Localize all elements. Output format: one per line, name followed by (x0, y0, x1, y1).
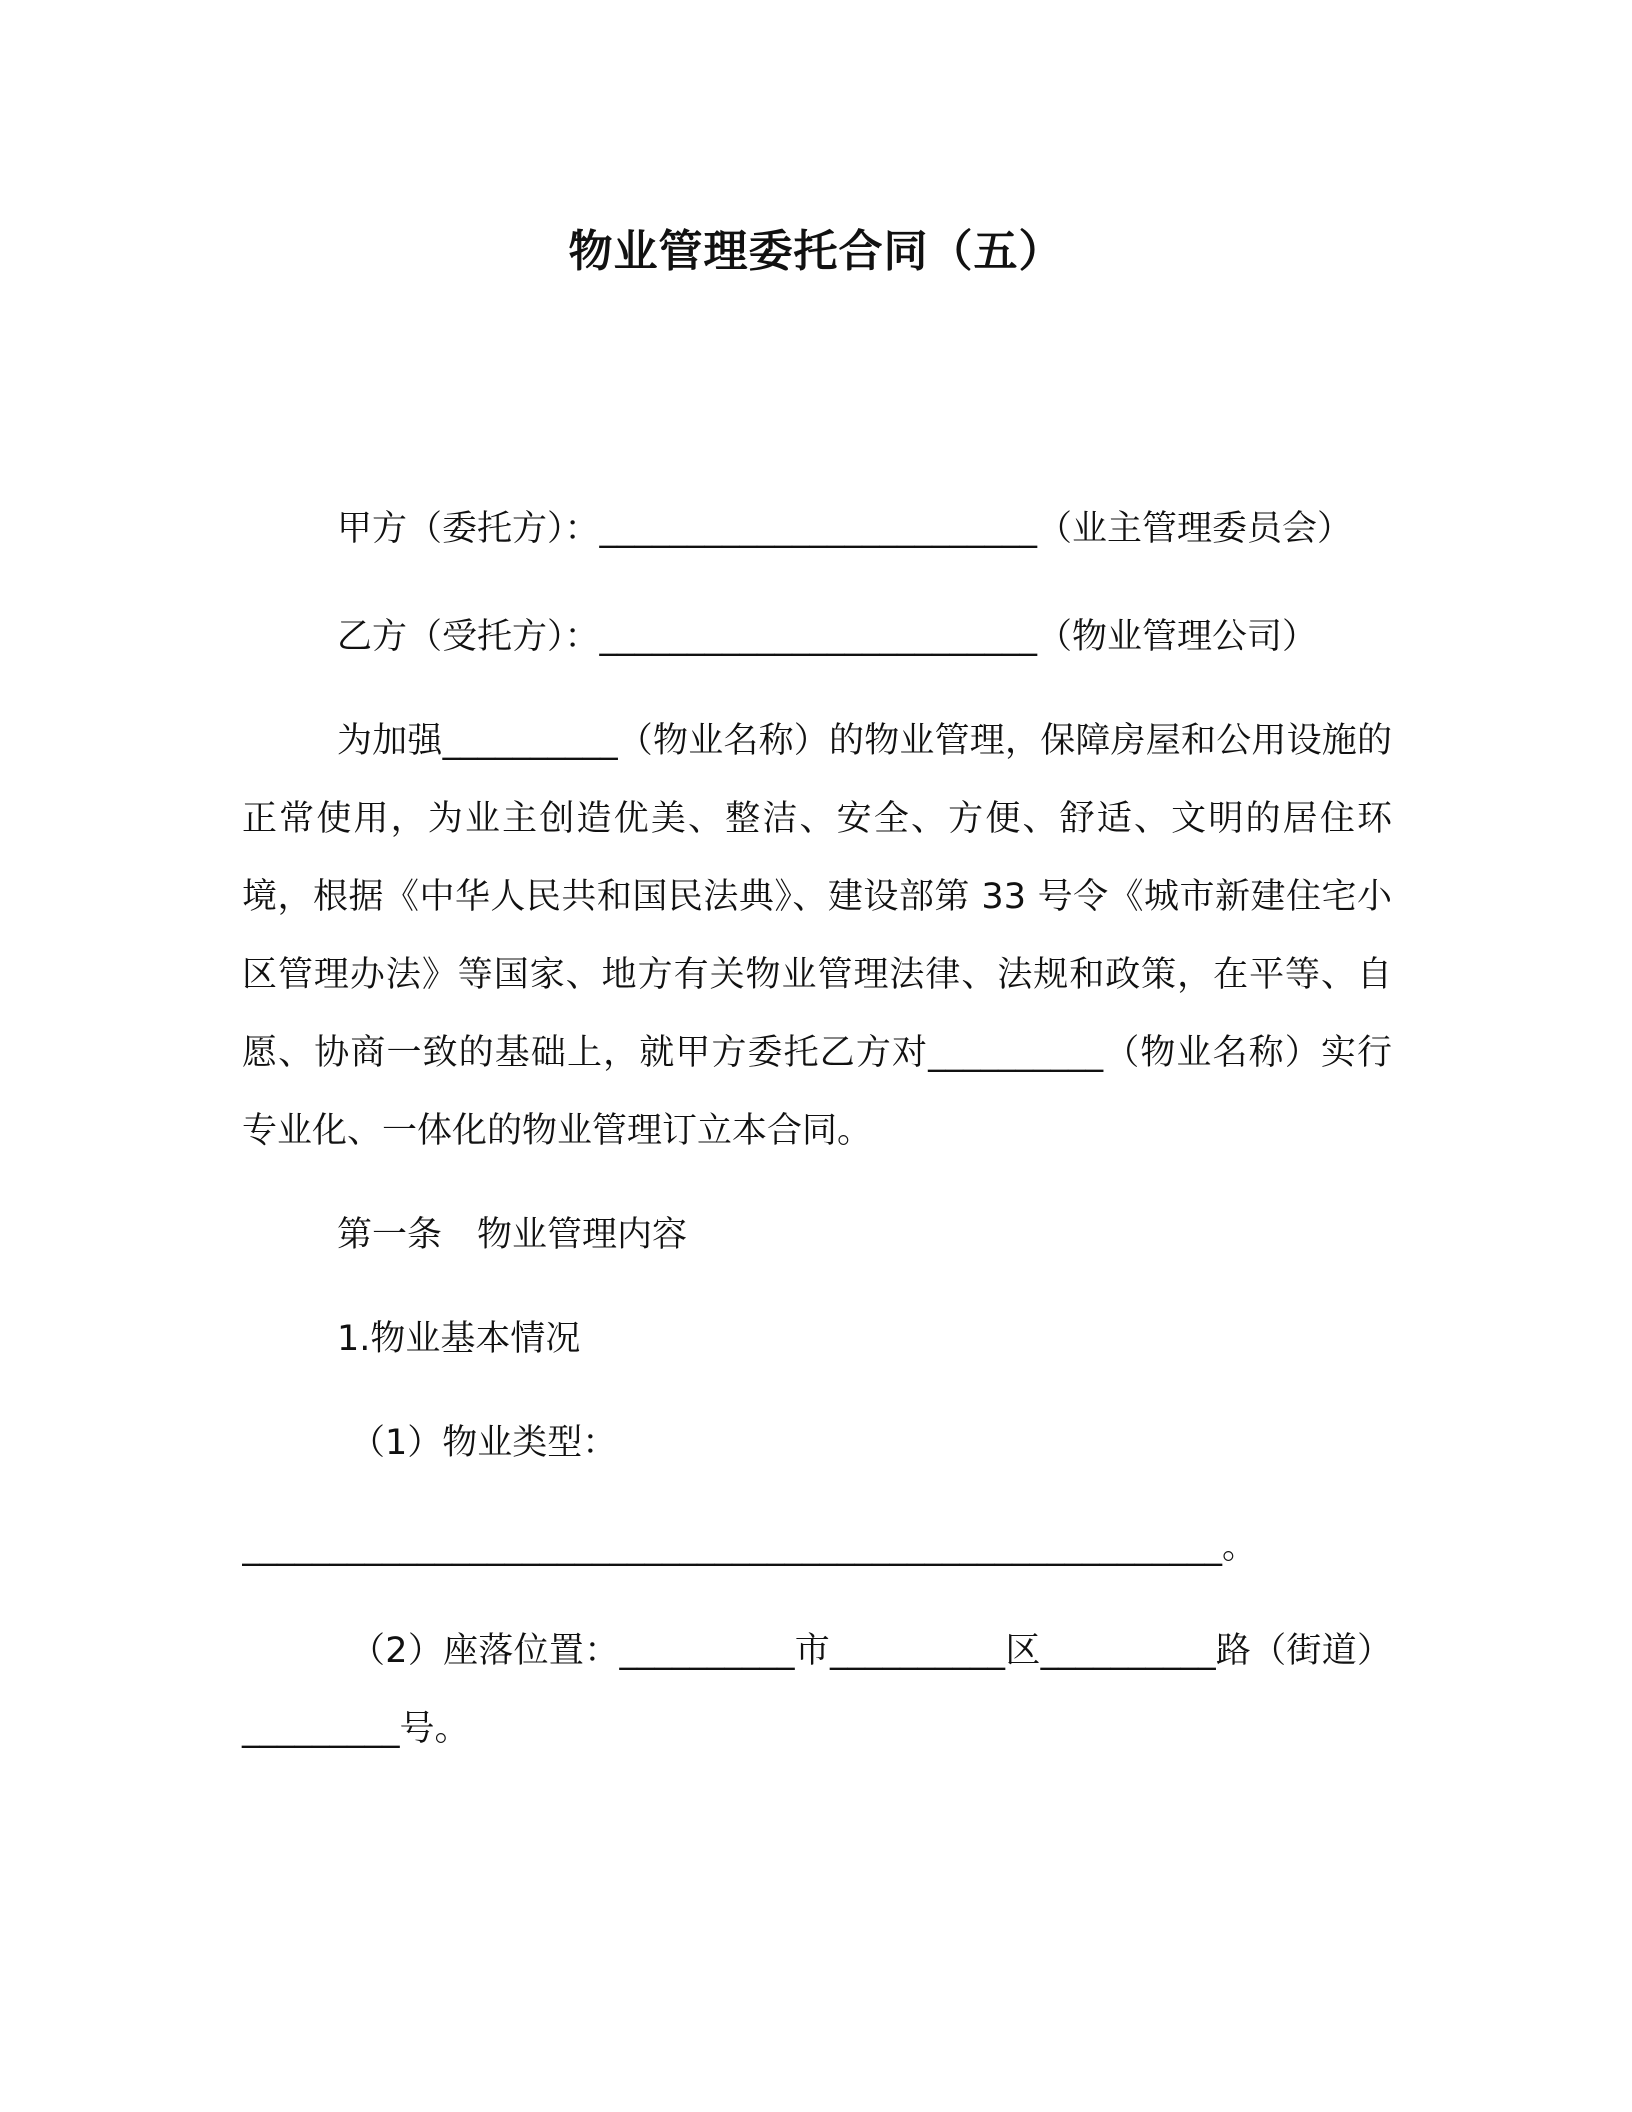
item-1-1-blank-line: ________________________________________________________。 (242, 1527, 1258, 1567)
item-1-1-label: （1）物业类型： (350, 1423, 618, 1463)
party-b-line: 乙方（受托方）：_________________________（物业管理公司） (337, 617, 1318, 657)
item-1-heading: 1.物业基本情况 (337, 1319, 581, 1359)
document-body (242, 490, 1392, 1768)
item-1-2-location: （2）座落位置：__________市__________区__________路（街道）_________号。 (242, 1631, 1392, 1749)
article-1-heading: 第一条 物业管理内容 (337, 1215, 688, 1255)
party-a-line: 甲方（委托方）：_________________________（业主管理委员会） (337, 509, 1353, 549)
document-title: 物业管理委托合同（五） (568, 226, 1064, 277)
preamble-paragraph: 为加强__________（物业名称）的物业管理，保障房屋和公用设施的正常使用，为业主创造优美、整洁、安全、方便、舒适、文明的居住环境，根据《中华人民共和国民法典》、建设部第 33 号令《城市新建住宅小区管理办法》等国家、地方有关物业管理法律、法规和政策，在平等、自愿、协商一致的基础上，就甲方委托乙方对__________（物业名称）实行专业化、一体化的物业管理订立本合同。 (242, 721, 1392, 1151)
